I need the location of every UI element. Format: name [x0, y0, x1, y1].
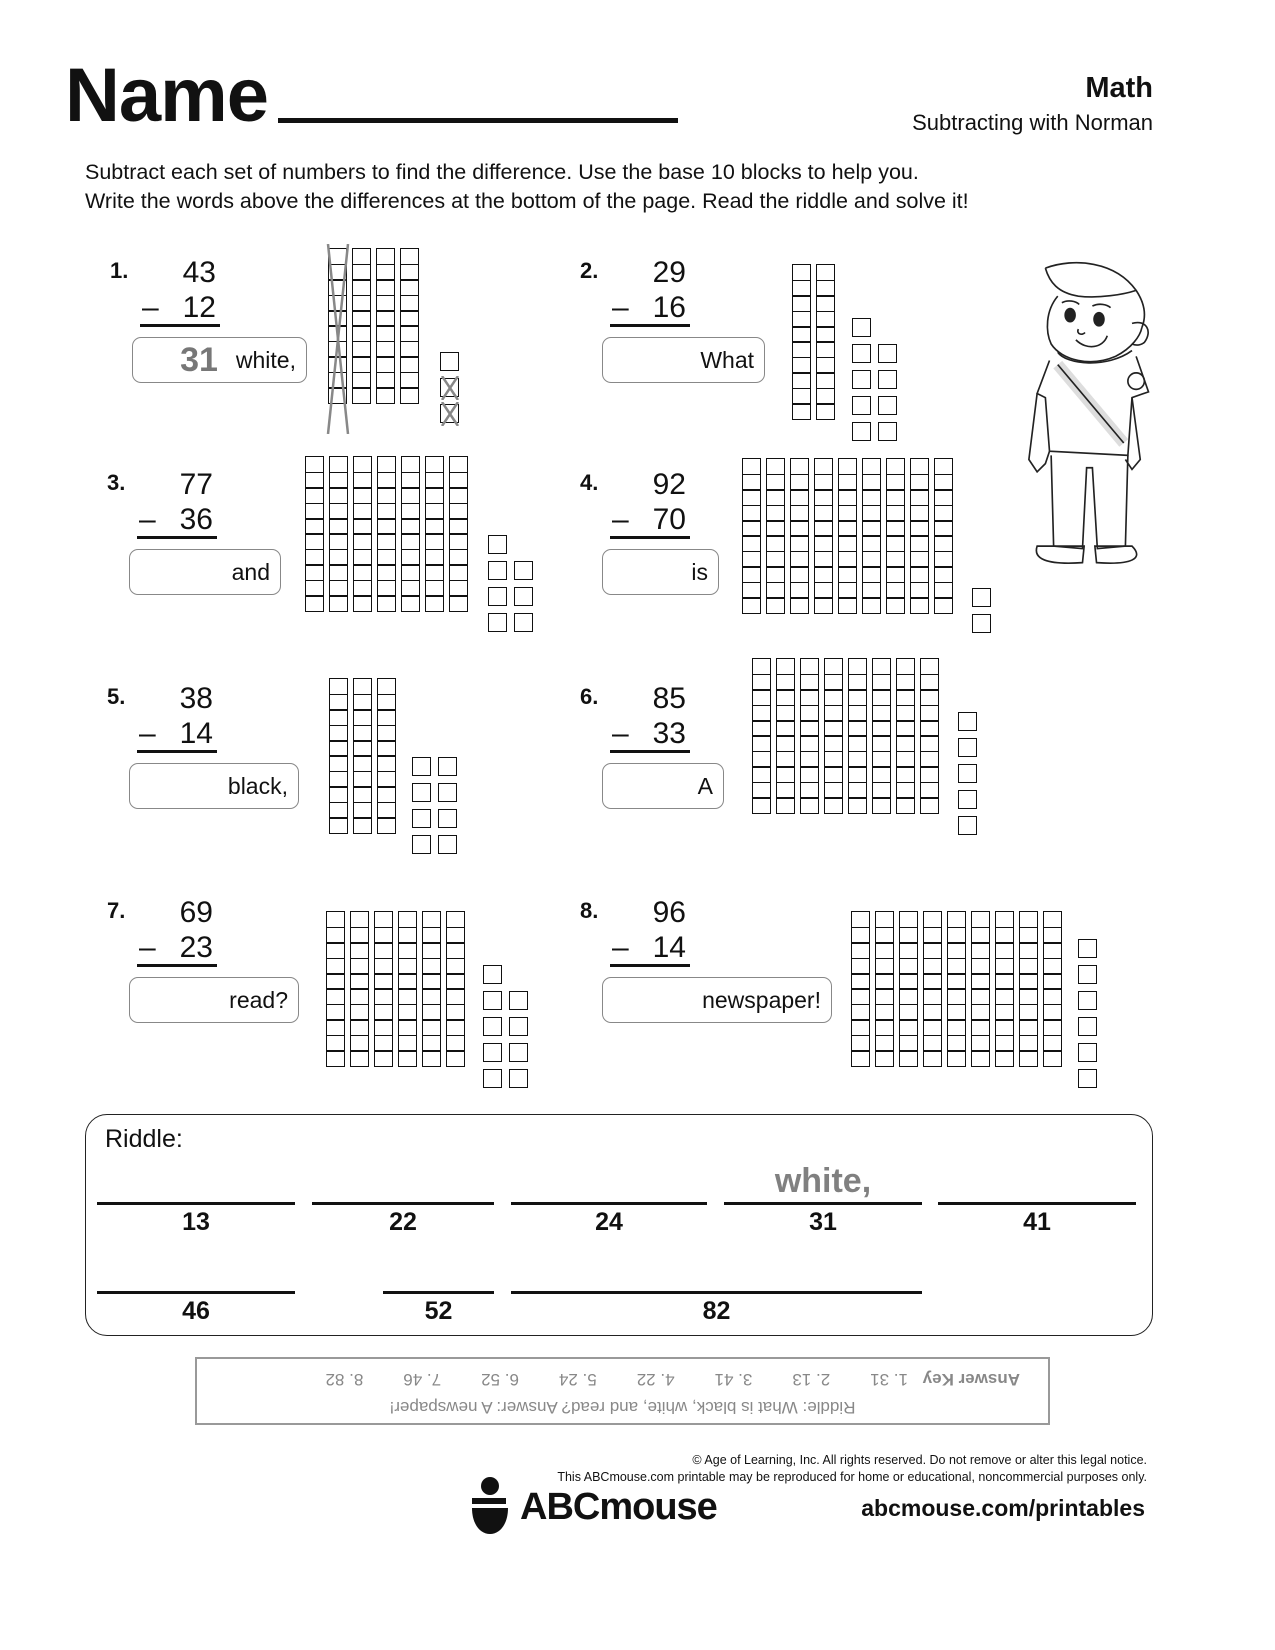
minus-sign: – — [612, 291, 629, 324]
minus-sign: – — [612, 503, 629, 536]
answer-box[interactable] — [602, 977, 832, 1023]
answer-key-riddle: Riddle: What is black, white, and read? Answer: A newspaper! — [389, 1398, 856, 1417]
answer-key-entry: 5. 24 — [558, 1370, 597, 1389]
minus-sign: – — [139, 503, 156, 536]
tens-rod-block — [875, 913, 894, 1067]
ones-unit-block — [412, 835, 431, 854]
riddle-blank-number: 41 — [1023, 1208, 1051, 1236]
answer-key-entry: 3. 41 — [714, 1370, 753, 1389]
legal-notice-2: This ABCmouse.com printable may be reproduced for home or educational, noncommercial purposes only. — [557, 1470, 1147, 1484]
problem-number: 7. — [107, 898, 126, 923]
minuend: 43 — [182, 256, 216, 289]
tens-rod-block — [862, 460, 881, 614]
ones-unit-block — [509, 1069, 528, 1088]
answer-key-entry: 2. 13 — [792, 1370, 831, 1389]
tens-rod-block — [742, 460, 761, 614]
ones-unit-block — [852, 344, 871, 363]
ones-unit-block — [488, 561, 507, 580]
tens-rod-block — [790, 460, 809, 614]
tens-rod-block — [947, 913, 966, 1067]
tens-rod-block — [401, 458, 420, 612]
ones-unit-block — [852, 318, 871, 337]
tens-rod-block — [910, 460, 929, 614]
minuend: 92 — [652, 468, 686, 501]
tens-rod-block — [449, 458, 468, 612]
answer-box[interactable] — [602, 549, 719, 595]
cross-out-mark — [439, 402, 461, 426]
tens-rod-block — [838, 460, 857, 614]
ones-unit-block — [438, 809, 457, 828]
ones-unit-block — [483, 1069, 502, 1088]
ones-unit-block — [1078, 939, 1097, 958]
subtrahend: 70 — [652, 503, 686, 536]
legal-notice-1: © Age of Learning, Inc. All rights reserved. Do not remove or alter this legal notice. — [692, 1453, 1147, 1467]
tens-rod-block — [920, 660, 939, 814]
ones-unit-block — [438, 835, 457, 854]
minuend: 96 — [652, 896, 686, 929]
tens-rod-block — [350, 913, 369, 1067]
instructions-line-2: Write the words above the differences at the bottom of the page. Read the riddle and solve it! — [85, 189, 969, 213]
tens-rod-block — [422, 913, 441, 1067]
tens-rod-block — [326, 913, 345, 1067]
ones-unit-block — [514, 613, 533, 632]
tens-rod-block — [923, 913, 942, 1067]
tens-rod-block — [816, 266, 835, 420]
subtrahend: 23 — [179, 931, 213, 964]
tens-rod-block — [886, 460, 905, 614]
riddle-label: Riddle: — [105, 1125, 183, 1153]
minus-sign: – — [139, 931, 156, 964]
minuend: 77 — [179, 468, 213, 501]
tens-rod-block — [851, 913, 870, 1067]
ones-unit-block — [1078, 1069, 1097, 1088]
norman-scout-illustration — [1000, 230, 1165, 590]
riddle-blank[interactable] — [511, 1291, 922, 1294]
problem-number: 3. — [107, 470, 126, 495]
problem-number: 6. — [580, 684, 599, 709]
subtrahend: 33 — [652, 717, 686, 750]
ones-unit-block — [878, 344, 897, 363]
instructions-line-1: Subtract each set of numbers to find the difference. Use the base 10 blocks to help you. — [85, 160, 919, 184]
minus-sign: – — [142, 291, 159, 324]
tens-rod-block — [971, 913, 990, 1067]
answer-word: is — [691, 558, 708, 585]
answer-rule — [610, 964, 690, 967]
name-write-line[interactable] — [278, 118, 678, 123]
riddle-blank[interactable] — [511, 1202, 707, 1205]
riddle-blank[interactable] — [724, 1202, 922, 1205]
tens-rod-block — [400, 250, 419, 404]
minuend: 85 — [652, 682, 686, 715]
tens-rod-block — [329, 458, 348, 612]
answer-word: and — [231, 558, 270, 585]
subtrahend: 12 — [182, 291, 216, 324]
ones-unit-block — [1078, 991, 1097, 1010]
ones-unit-block — [483, 1017, 502, 1036]
problem-number: 8. — [580, 898, 599, 923]
subtrahend: 14 — [179, 717, 213, 750]
answer-rule — [610, 750, 690, 753]
tens-rod-block — [872, 660, 891, 814]
ones-unit-block — [509, 1043, 528, 1062]
answer-key-box — [195, 1357, 1050, 1425]
riddle-blank-number: 22 — [389, 1208, 417, 1236]
ones-unit-block — [958, 790, 977, 809]
problem-number: 5. — [107, 684, 126, 709]
ones-unit-block — [483, 965, 502, 984]
ones-unit-block — [488, 587, 507, 606]
ones-unit-block — [878, 396, 897, 415]
name-label: Name — [65, 53, 268, 138]
answer-key-entry: 4. 22 — [636, 1370, 675, 1389]
tens-rod-block — [376, 250, 395, 404]
tens-rod-block — [377, 458, 396, 612]
tens-rod-block — [1019, 913, 1038, 1067]
tens-rod-block — [425, 458, 444, 612]
ones-unit-block — [514, 587, 533, 606]
answer-box[interactable] — [129, 977, 299, 1023]
tens-rod-block — [896, 660, 915, 814]
tens-rod-block — [305, 458, 324, 612]
ones-unit-block — [972, 588, 991, 607]
cross-out-mark — [326, 244, 350, 434]
answer-rule — [140, 324, 220, 327]
riddle-blank[interactable] — [938, 1202, 1136, 1205]
answer-box[interactable] — [132, 337, 307, 383]
riddle-blank[interactable] — [383, 1291, 494, 1294]
tens-rod-block — [446, 913, 465, 1067]
answer-word: white, — [235, 346, 296, 373]
tens-rod-block — [792, 266, 811, 420]
tens-rod-block — [899, 913, 918, 1067]
problem-number: 1. — [110, 258, 129, 283]
tens-rod-block — [800, 660, 819, 814]
ones-unit-block — [1078, 965, 1097, 984]
ones-unit-block — [412, 783, 431, 802]
ones-unit-block — [878, 422, 897, 441]
answer-rule — [610, 324, 690, 327]
tens-rod-block — [329, 680, 348, 834]
abcmouse-logo-text: ABCmouse — [520, 1486, 717, 1528]
answer-key-entry: 1. 31 — [870, 1370, 908, 1389]
riddle-blank-number: 31 — [809, 1208, 837, 1236]
ones-unit-block — [514, 561, 533, 580]
ones-unit-block — [483, 991, 502, 1010]
answer-key-entry: 7. 46 — [403, 1370, 442, 1389]
ones-unit-block — [438, 783, 457, 802]
ones-unit-block — [958, 738, 977, 757]
riddle-blank-number: 13 — [182, 1208, 210, 1236]
riddle-blank[interactable] — [97, 1291, 295, 1294]
cross-out-mark — [439, 376, 461, 400]
ones-unit-block — [852, 370, 871, 389]
answer-box[interactable] — [602, 337, 765, 383]
answer-word: read? — [229, 986, 288, 1013]
answer-box[interactable] — [129, 763, 299, 809]
tens-rod-block — [353, 680, 372, 834]
worksheet-subtitle: Subtracting with Norman — [912, 110, 1153, 135]
ones-unit-block — [852, 422, 871, 441]
ones-unit-block — [1078, 1043, 1097, 1062]
riddle-filled-word: white, — [774, 1162, 872, 1200]
tens-rod-block — [776, 660, 795, 814]
tens-rod-block — [377, 680, 396, 834]
tens-rod-block — [398, 913, 417, 1067]
tens-rod-block — [814, 460, 833, 614]
tens-rod-block — [934, 460, 953, 614]
ones-unit-block — [958, 712, 977, 731]
tens-rod-block — [995, 913, 1014, 1067]
site-link[interactable]: abcmouse.com/printables — [861, 1495, 1145, 1521]
minus-sign: – — [139, 717, 156, 750]
ones-unit-block — [412, 757, 431, 776]
abcmouse-logo-icon — [470, 1476, 510, 1536]
ones-unit-block — [412, 809, 431, 828]
answer-rule — [610, 536, 690, 539]
answer-word: newspaper! — [702, 986, 821, 1013]
riddle-blank-number: 24 — [595, 1208, 623, 1236]
ones-unit-block — [488, 613, 507, 632]
riddle-blank[interactable] — [312, 1202, 494, 1205]
ones-unit-block — [438, 757, 457, 776]
answer-word: A — [697, 772, 713, 799]
ones-unit-block — [972, 614, 991, 633]
answer-value: 31 — [180, 340, 218, 379]
answer-word: What — [700, 346, 754, 373]
ones-unit-block — [483, 1043, 502, 1062]
ones-unit-block — [488, 535, 507, 554]
answer-key-label: Answer Key — [922, 1370, 1020, 1389]
riddle-blank[interactable] — [97, 1202, 295, 1205]
minus-sign: – — [612, 931, 629, 964]
answer-box[interactable] — [602, 763, 724, 809]
ones-unit-block — [958, 764, 977, 783]
ones-unit-block — [1078, 1017, 1097, 1036]
answer-rule — [137, 750, 217, 753]
ones-unit-block — [509, 991, 528, 1010]
minuend: 29 — [652, 256, 686, 289]
subtrahend: 16 — [652, 291, 686, 324]
subtrahend: 14 — [652, 931, 686, 964]
answer-rule — [137, 964, 217, 967]
problem-number: 2. — [580, 258, 599, 283]
tens-rod-block — [374, 913, 393, 1067]
tens-rod-block — [352, 250, 371, 404]
riddle-blank-number: 52 — [424, 1297, 453, 1325]
subject-title: Math — [1085, 72, 1153, 104]
subtrahend: 36 — [179, 503, 213, 536]
minus-sign: – — [612, 717, 629, 750]
tens-rod-block — [752, 660, 771, 814]
tens-rod-block — [766, 460, 785, 614]
ones-unit-block — [509, 1017, 528, 1036]
minuend: 38 — [179, 682, 213, 715]
tens-rod-block — [824, 660, 843, 814]
answer-key-entry: 8. 82 — [325, 1370, 364, 1389]
ones-unit-block — [852, 396, 871, 415]
riddle-blank-number: 82 — [702, 1297, 731, 1325]
tens-rod-block — [848, 660, 867, 814]
tens-rod-block — [1043, 913, 1062, 1067]
riddle-blank-number: 46 — [182, 1297, 210, 1325]
answer-key-entry: 6. 52 — [481, 1370, 519, 1389]
minuend: 69 — [179, 896, 213, 929]
answer-word: black, — [227, 772, 288, 799]
tens-rod-block — [353, 458, 372, 612]
ones-unit-block — [958, 816, 977, 835]
ones-unit-block — [878, 370, 897, 389]
problem-number: 4. — [580, 470, 599, 495]
answer-key-entries — [326, 1369, 909, 1389]
answer-rule — [137, 536, 217, 539]
ones-unit-block — [440, 352, 459, 371]
answer-box[interactable] — [129, 549, 281, 595]
